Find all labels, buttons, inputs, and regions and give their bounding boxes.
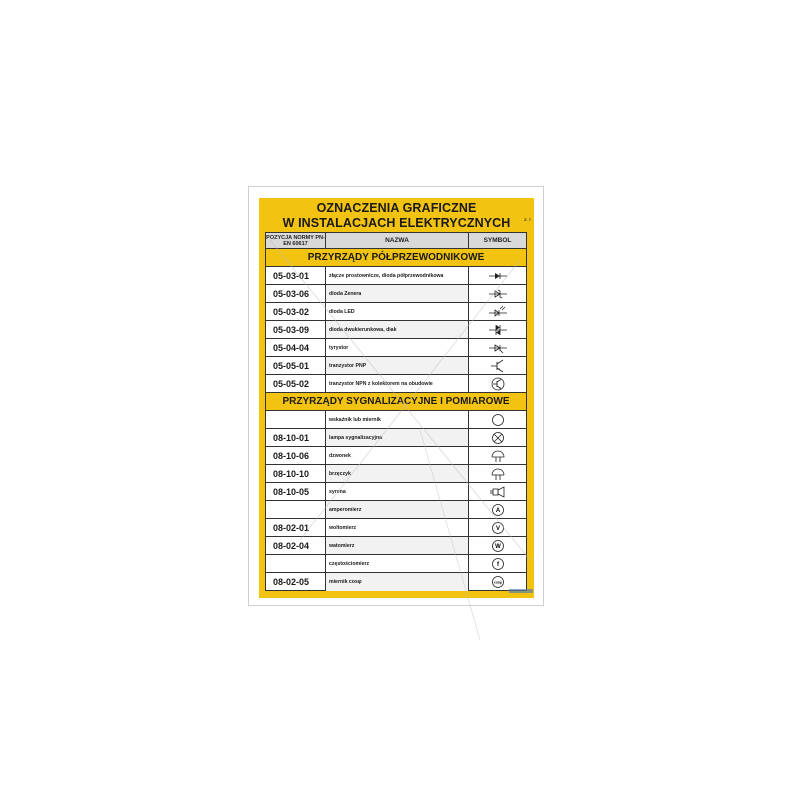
meter-letter: cosφ <box>493 580 502 585</box>
symbol-name: częstościomierz <box>326 555 469 572</box>
table-row <box>266 285 526 303</box>
norm-code: 05-03-01 <box>266 267 326 284</box>
header-name: NAZWA <box>326 233 469 249</box>
meter-letter: f <box>496 561 499 568</box>
header-symbol: SYMBOL <box>469 233 526 249</box>
norm-code: 08-02-01 <box>266 519 326 536</box>
table-row <box>266 555 526 573</box>
meter-letter: W <box>494 543 501 550</box>
symbol-name: tranzystor PNP <box>326 357 469 374</box>
table-row <box>266 537 526 555</box>
norm-code: 08-10-10 <box>266 465 326 482</box>
symbol-name: tyrystor <box>326 339 469 356</box>
symbol-name: dioda dwukierunkowa, diak <box>326 321 469 338</box>
symbol-name: dzwonek <box>326 447 469 464</box>
table-row <box>266 267 526 285</box>
pnp-transistor-icon <box>469 357 526 374</box>
frequency-meter-icon <box>469 555 526 572</box>
title-block <box>259 198 534 232</box>
section-title-semiconductors: PRZYRZĄDY PÓŁPRZEWODNIKOWE <box>266 249 526 267</box>
voltmeter-icon <box>469 519 526 536</box>
symbol-name: dioda Zenera <box>326 285 469 302</box>
symbol-name: watomierz <box>326 537 469 554</box>
table-row <box>266 303 526 321</box>
norm-code: 05-05-01 <box>266 357 326 374</box>
symbol-name: woltomierz <box>326 519 469 536</box>
section-title-signalling: PRZYRZĄDY SYGNALIZACYJNE I POMIAROWE <box>266 393 526 411</box>
table-row <box>266 321 526 339</box>
symbol-name: brzęczyk <box>326 465 469 482</box>
norm-code: 05-04-04 <box>266 339 326 356</box>
meter-circle-icon <box>469 411 526 428</box>
norm-code: 08-10-06 <box>266 447 326 464</box>
diode-icon <box>469 267 526 284</box>
table-row <box>266 411 526 429</box>
bell-icon <box>469 447 526 464</box>
norm-code: 05-05-02 <box>266 375 326 392</box>
norm-code <box>266 555 326 572</box>
table-row <box>266 339 526 357</box>
symbol-name: lampa sygnalizacyjna <box>326 429 469 446</box>
zener-diode-icon <box>469 285 526 302</box>
table-row <box>266 357 526 375</box>
symbols-table <box>265 232 527 591</box>
reference-code: Z. 7 <box>524 217 531 222</box>
norm-code: 05-03-02 <box>266 303 326 320</box>
norm-code: 05-03-06 <box>266 285 326 302</box>
table-header <box>266 233 526 249</box>
publisher-logo <box>509 589 533 593</box>
symbol-name: miernik cosφ <box>326 573 469 591</box>
meter-letter: A <box>495 507 500 514</box>
title-line-2: W INSTALACJACH ELEKTRYCZNYCH <box>282 216 511 230</box>
table-row <box>266 447 526 465</box>
symbol-name: złącze prostownicze, dioda półprzewodnikowa <box>326 267 469 284</box>
header-norm: POZYCJA NORMY PN-EN 60617 <box>266 233 326 249</box>
symbol-name: wskaźnik lub miernik <box>326 411 469 428</box>
table-row <box>266 519 526 537</box>
diac-icon <box>469 321 526 338</box>
table-row <box>266 429 526 447</box>
symbol-name: tranzystor NPN z kolektorem na obudowie <box>326 375 469 392</box>
table-row <box>266 483 526 501</box>
norm-code <box>266 501 326 518</box>
thyristor-icon <box>469 339 526 356</box>
table-row <box>266 573 526 591</box>
signal-lamp-icon <box>469 429 526 446</box>
norm-code: 08-02-05 <box>266 573 326 591</box>
title-line-1: OZNACZENIA GRAFICZNE <box>316 201 477 215</box>
symbol-name: amperomierz <box>326 501 469 518</box>
norm-code: 08-02-04 <box>266 537 326 554</box>
norm-code: 08-10-01 <box>266 429 326 446</box>
table-row <box>266 501 526 519</box>
norm-code: 08-10-05 <box>266 483 326 500</box>
led-icon <box>469 303 526 320</box>
buzzer-icon <box>469 465 526 482</box>
sign-board <box>259 198 534 598</box>
meter-letter: V <box>495 525 500 532</box>
table-row <box>266 465 526 483</box>
npn-transistor-icon <box>469 375 526 392</box>
symbol-name: syrena <box>326 483 469 500</box>
norm-code <box>266 411 326 428</box>
table-row <box>266 375 526 393</box>
ammeter-icon <box>469 501 526 518</box>
siren-icon <box>469 483 526 500</box>
wattmeter-icon <box>469 537 526 554</box>
norm-code: 05-03-09 <box>266 321 326 338</box>
symbol-name: dioda LED <box>326 303 469 320</box>
